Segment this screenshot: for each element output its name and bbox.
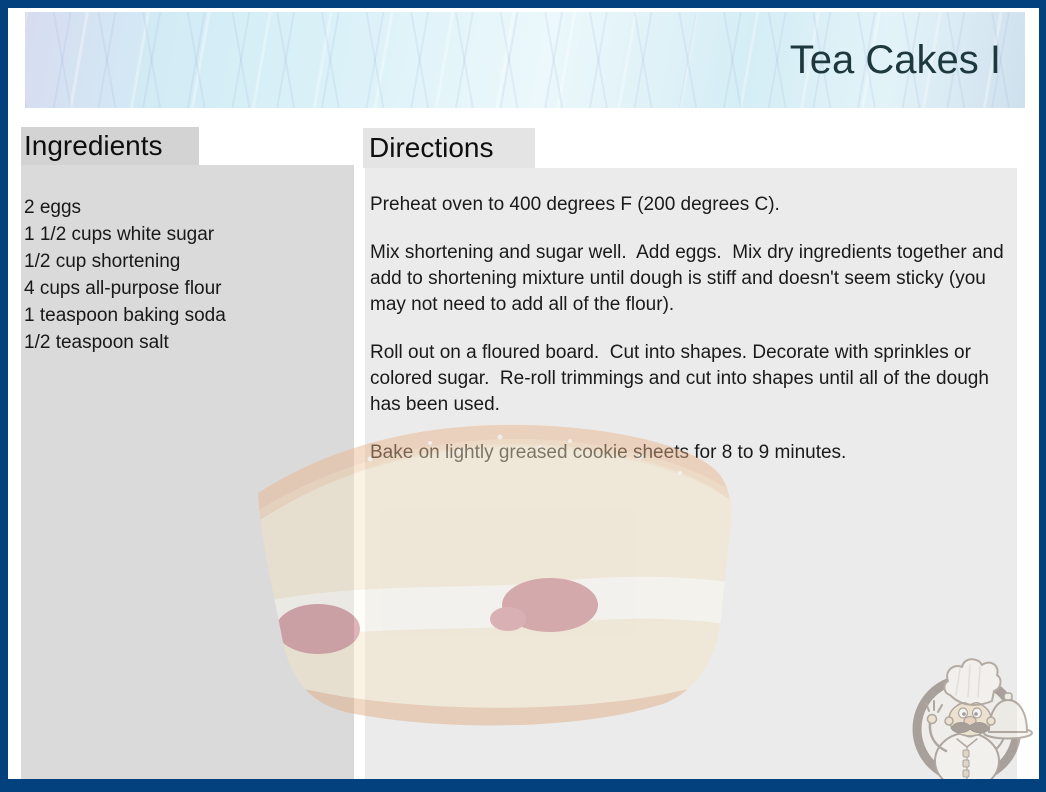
list-item: 4 cups all-purpose flour [24,278,222,299]
directions-step: Preheat oven to 400 degrees F (200 degrees C). [370,194,780,215]
directions-step: Bake on lightly greased cookie sheets for 8 to 9 minutes. [370,442,847,463]
recipe-page [8,8,1039,779]
header-banner [25,12,1025,108]
ingredients-list [21,165,354,356]
list-item: 1 1/2 cups white sugar [24,224,215,245]
directions-text [365,168,1017,466]
directions-step: Mix shortening and sugar well. Add eggs. Mix dry ingredients together and add to shortening mixture until dough is stiff and doesn't seem sticky (you may not need to add all of the flour). [370,242,1009,315]
directions-panel [365,168,1017,779]
ingredients-heading: Ingredients [21,127,199,165]
list-item: 2 eggs [24,197,82,218]
list-item: 1/2 cup shortening [24,251,181,272]
list-item: 1/2 teaspoon salt [24,332,169,353]
directions-step: Roll out on a floured board. Cut into shapes. Decorate with sprinkles or colored sugar. Re-roll trimmings and cut into shapes until all of the dough has been used. [370,342,995,415]
ingredients-panel [21,165,354,779]
list-item: 1 teaspoon baking soda [24,305,226,326]
directions-heading: Directions [363,128,535,168]
recipe-title: Tea Cakes I [789,38,1001,82]
